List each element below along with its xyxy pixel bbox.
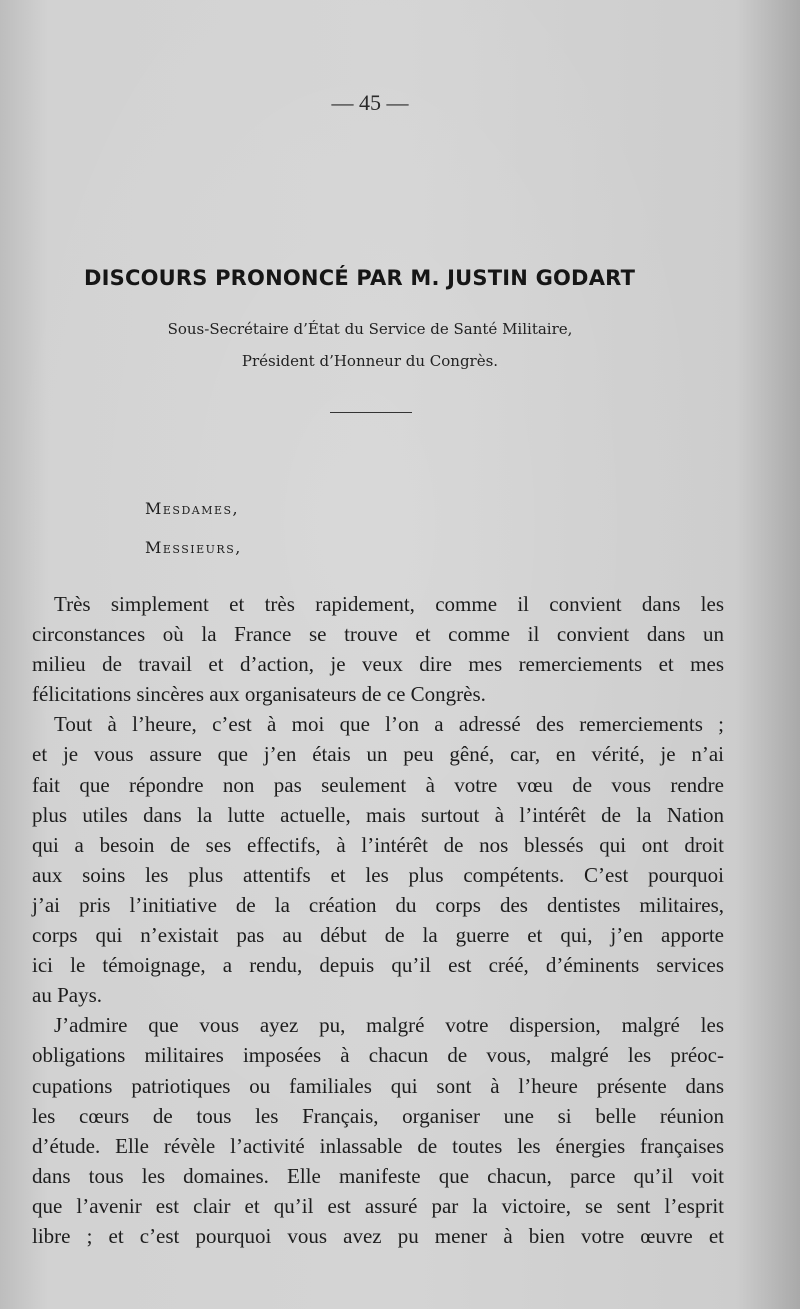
page-title: DISCOURS PRONONCÉ PAR M. JUSTIN GODART <box>84 266 636 290</box>
speech-body <box>32 589 724 1251</box>
body-line: Très simplement et très rapidement, comme il convient dans les <box>54 592 724 616</box>
subtitle-line: Sous-Secrétaire d’État du Service de Santé Militaire, <box>167 320 573 338</box>
salutation-messieurs: Messieurs, <box>145 538 242 557</box>
body-line: dans tous les domaines. Elle manifeste que chacun, parce qu’il voit <box>32 1163 724 1188</box>
body-line: aux soins les plus attentifs et les plus compétents. C’est pourquoi <box>32 862 724 887</box>
body-line: circonstances où la France se trouve et comme il convient dans un <box>32 622 724 647</box>
body-line: libre ; et c’est pourquoi vous avez pu mener à bien votre œuvre et <box>32 1223 724 1248</box>
subtitle-line: Président d’Honneur du Congrès. <box>241 352 499 370</box>
body-line: d’étude. Elle révèle l’activité inlassable de toutes les énergies françaises <box>32 1133 724 1158</box>
body-line: que l’avenir est clair et qu’il est assuré par la victoire, se sent l’esprit <box>32 1193 724 1218</box>
page-number: — 45 — <box>331 90 409 115</box>
body-line: milieu de travail et d’action, je veux dire mes remerciements et mes <box>32 652 724 677</box>
body-line: obligations militaires imposées à chacun de vous, malgré les préoc- <box>32 1043 724 1068</box>
salutation-mesdames: Mesdames, <box>145 499 240 518</box>
body-line: qui a besoin de ses effectifs, à l’intérêt de nos blessés qui ont droit <box>32 832 724 857</box>
body-line: corps qui n’existait pas au début de la guerre et qui, j’en apporte <box>32 923 724 948</box>
body-line: au Pays. <box>32 983 102 1008</box>
separator-rule <box>330 412 412 413</box>
body-line: plus utiles dans la lutte actuelle, mais surtout à l’intérêt de la Nation <box>32 802 724 827</box>
body-line: ici le témoignage, a rendu, depuis qu’il est créé, d’éminents services <box>32 953 724 978</box>
body-line: félicitations sincères aux organisateurs de ce Congrès. <box>32 682 486 707</box>
body-line: fait que répondre non pas seulement à votre vœu de vous rendre <box>32 772 724 797</box>
body-line: Tout à l’heure, c’est à moi que l’on a adressé des remerciements ; <box>54 712 724 737</box>
body-line: et je vous assure que j’en étais un peu gêné, car, en vérité, je n’ai <box>32 742 724 767</box>
body-line: cupations patriotiques ou familiales qui sont à l’heure présente dans <box>32 1073 724 1098</box>
body-line: les cœurs de tous les Français, organiser une si belle réunion <box>32 1103 724 1128</box>
body-line: j’ai pris l’initiative de la création du corps des dentistes militaires, <box>32 892 724 917</box>
body-line: J’admire que vous ayez pu, malgré votre dispersion, malgré les <box>54 1013 724 1038</box>
